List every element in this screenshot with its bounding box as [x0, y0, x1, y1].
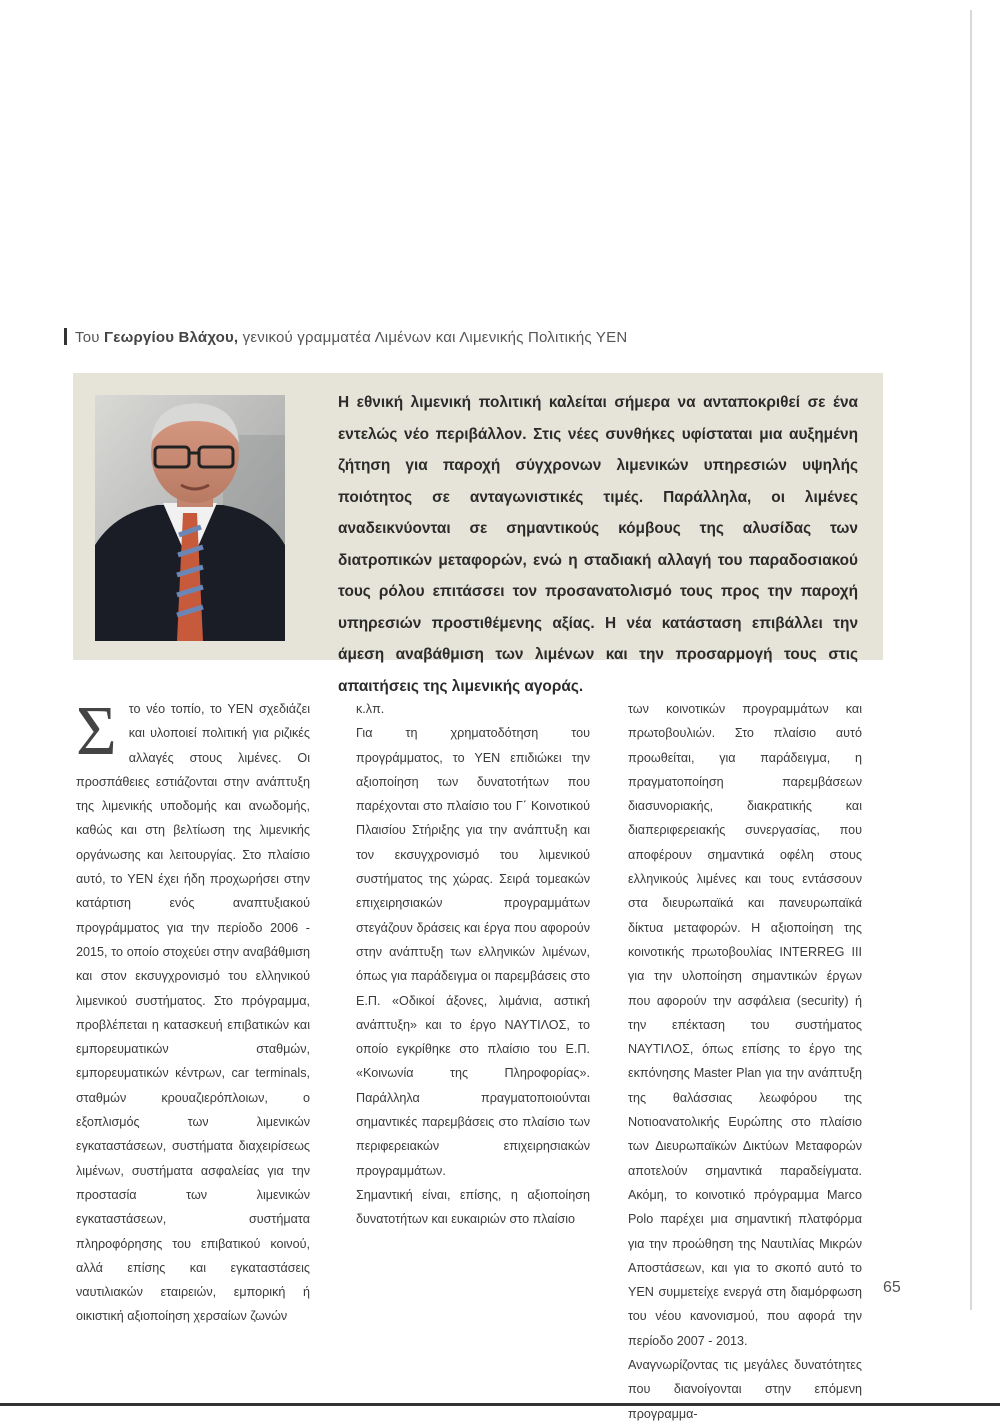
byline-bar	[64, 328, 67, 345]
text-column-1	[76, 693, 310, 1329]
byline-role: γενικού γραμματέα Λιμένων και Λιμενικής Πολιτικής ΥΕΝ	[242, 329, 628, 346]
page-edge-right	[970, 10, 972, 1310]
author-photo	[95, 395, 285, 641]
text-column-2	[356, 697, 590, 1232]
paragraph: Για τη χρηματοδότηση του προγράμματος, το ΥΕΝ επιδιώκει την αξιοποίηση των δυνατοτήτων που παρέχονται στο πλαίσιο του Γ΄ Κοινοτικού Πλαισίου Στήριξης για την ανάπτυξη και τον εκσυγχρονισμό του λιμενικού συστήματος της χώρας. Σειρά τομεακών επιχειρησιακών προγραμμάτων στεγάζουν δράσεις και έργα που αφορούν στην ανάπτυξη των ελληνικών λιμένων, όπως για παράδειγμα οι παρεμβάσεις στο Ε.Π. «Οδικοί άξονες, λιμάνια, αστική ανάπτυξη» και το έργο ΝΑΥΤΙΛΟΣ, το οποίο εγκρίθηκε στο πλαίσιο του Ε.Π. «Κοινωνία της Πληροφορίας». Παράλληλα πραγματοποιούνται σημαντικές παρεμβάσεις στο πλαίσιο των περιφερειακών επιχειρησιακών προγραμμάτων.	[356, 726, 590, 1178]
dropcap: Σ	[76, 693, 117, 770]
paragraph: Σημαντική είναι, επίσης, η αξιοποίηση δυνατοτήτων και ευκαιριών στο πλαίσιο	[356, 1187, 590, 1227]
paragraph: Αναγνωρίζοντας τις μεγάλες δυνατότητες που διανοίγονται στην επόμενη προγραμμα-	[628, 1358, 862, 1421]
author-portrait-image	[95, 395, 285, 641]
paragraph: κ.λπ.	[356, 702, 385, 716]
byline-author: Γεωργίου Βλάχου,	[104, 329, 239, 346]
intro-lead-text: Η εθνική λιμενική πολιτική καλείται σήμερα να ανταποκριθεί σε ένα εντελώς νέο περιβάλλον. Στις νέες συνθήκες υφίσταται μια αυξημένη ζήτηση για παροχή σύγχρονων λιμενικών υπηρεσιών υψηλής ποιότητος σε ανταγωνιστικές τιμές. Παράλληλα, οι λιμένες αναδεικνύονται σε σημαντικούς κόμβους της αλυσίδας των διατροπικών μεταφορών, ενώ η σταδιακή αλλαγή του παραδοσιακού τους ρόλου επιτάσσει τον προσανατολισμό τους προς την παροχή υπηρεσιών προστιθέμενης αξίας. Η νέα κατάσταση επιβάλλει την άμεση αναβάθμιση των λιμένων και την προσαρμογή τους στις απαιτήσεις της λιμενικής αγοράς.	[338, 394, 858, 695]
byline	[64, 328, 964, 346]
text-column-3	[628, 697, 862, 1426]
page-number: 65	[883, 1279, 901, 1296]
byline-prefix: Του	[75, 329, 100, 346]
intro-box	[73, 373, 883, 695]
paragraph: το νέο τοπίο, το ΥΕΝ σχεδιάζει και υλοποιεί πολιτική για ριζικές αλλαγές στους λιμένες. Οι προσπάθειες εστιάζονται στην ανάπτυξη της λιμενικής υποδομής και ανωδομής, καθώς και στη βελτίωση της λιμενικής οργάνωσης και λειτουργίας. Στο πλαίσιο αυτό, το ΥΕΝ έχει ήδη προχωρήσει στην κατάρτιση ενός αναπτυξιακού προγράμματος για την περίοδο 2006 - 2015, το οποίο στοχεύει στην αναβάθμιση και στον εκσυγχρονισμό του ελληνικού λιμενικού συστήματος. Στο πρόγραμμα, προβλέπεται η κατασκευή επιβατικών και εμπορευματικών σταθμών, εμπορευματικών κέντρων, car terminals, σταθμών κρουαζιερόπλοιων, ο εξοπλισμός των λιμενικών εγκαταστάσεων, συστήματα διαχειρίσεως λιμένων, συστήματα ασφαλείας για την προστασία των λιμενικών εγκαταστάσεων, συστήματα πληροφόρησης του επιβατικού κοινού, αλλά επίσης και εγκαταστάσεις ναυτιλιακών εταιρειών, εμπορική ή οικιστική αξιοποίηση χερσαίων ζωνών	[76, 702, 310, 1324]
paragraph-continuation: των κοινοτικών προγραμμάτων και πρωτοβουλιών. Στο πλαίσιο αυτό προωθείται, για παράδειγμα, η πραγματοποίηση παρεμβάσεων διασυνοριακής, διακρατικής και διαπεριφερειακής συνεργασίας, που αποφέρουν σημαντικά οφέλη στους ελληνικούς λιμένες και τους εντάσσουν στα διευρωπαϊκά και πανευρωπαϊκά δίκτυα μεταφορών. Η αξιοποίηση της κοινοτικής πρωτοβουλίας INTERREG III για την υλοποίηση σημαντικών έργων που αφορούν την ασφάλεια (security) ή την επέκταση του συστήματος ΝΑΥΤΙΛΟΣ, όπως επίσης το έργο της εκπόνησης Master Plan για την ανάπτυξη της θαλάσσιας λεωφόρου της Νοτιοανατολικής Ευρώπης στο πλαίσιο των Διευρωπαϊκών Δικτύων Μεταφορών αποτελούν σημαντικά παραδείγματα. Ακόμη, το κοινοτικό πρόγραμμα Marco Polo παρέχει μια σημαντική πλατφόρμα για την προώθηση της Ναυτιλίας Μικρών Αποστάσεων, και για το σκοπό αυτό το ΥΕΝ συμμετείχε ενεργά στη διαμόρφωση του νέου κανονισμού, που αφορά την περίοδο 2007 - 2013.	[628, 702, 862, 1348]
